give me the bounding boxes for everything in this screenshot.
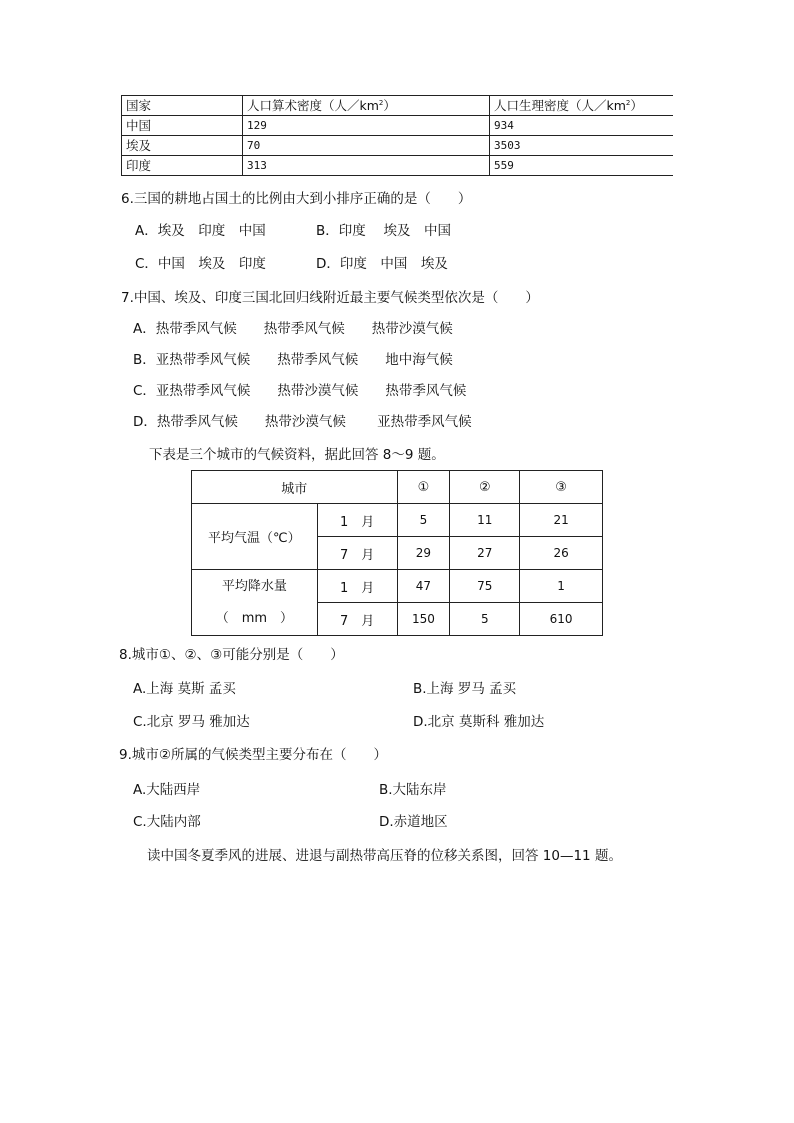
table-cell: 75 bbox=[450, 570, 520, 603]
table-cell: 29 bbox=[397, 537, 450, 570]
row-label-temperature: 平均气温（℃） bbox=[192, 504, 318, 570]
table-cell: 21 bbox=[520, 504, 603, 537]
table-header-row bbox=[122, 96, 674, 116]
table-cell: 1 bbox=[520, 570, 603, 603]
header-city: 城市 bbox=[192, 471, 398, 504]
table-row bbox=[122, 156, 674, 176]
q8-option-a: A.上海 莫斯 孟买 bbox=[133, 681, 236, 697]
table-cell: 11 bbox=[450, 504, 520, 537]
table-cell: 610 bbox=[520, 603, 603, 636]
cell-physiological: 559 bbox=[490, 156, 674, 176]
q7-option-c: C．亚热带季风气候 热带沙漠气候 热带季风气候 bbox=[133, 383, 467, 399]
header-country: 国家 bbox=[122, 96, 243, 116]
table-cell: 5 bbox=[397, 504, 450, 537]
question-8: 8.城市①、②、③可能分别是（ ） bbox=[119, 647, 344, 663]
table-cell: 27 bbox=[450, 537, 520, 570]
header-city-3: ③ bbox=[520, 471, 603, 504]
cell-country: 印度 bbox=[122, 156, 243, 176]
cell-arithmetic: 129 bbox=[243, 116, 490, 136]
intro-questions-10-11: 读中国冬夏季风的进展、进退与副热带高压脊的位移关系图，回答 10—11 题。 bbox=[147, 848, 622, 864]
q7-option-b: B．亚热带季风气候 热带季风气候 地中海气候 bbox=[133, 352, 453, 368]
table-header-row bbox=[192, 471, 603, 504]
precip-unit: （ mm ） bbox=[215, 610, 294, 626]
header-arithmetic-density: 人口算术密度（人$/km^2$） bbox=[243, 96, 490, 116]
month-label: 7 月 bbox=[317, 537, 397, 570]
q7-option-a: A．热带季风气候 热带季风气候 热带沙漠气候 bbox=[133, 321, 453, 337]
header-city-1: ① bbox=[397, 471, 450, 504]
cell-physiological: 3503 bbox=[490, 136, 674, 156]
climate-data-table bbox=[191, 470, 603, 636]
question-9: 9.城市②所属的气候类型主要分布在（ ） bbox=[119, 747, 387, 763]
q8-option-c: C.北京 罗马 雅加达 bbox=[133, 714, 250, 730]
table-row bbox=[192, 504, 603, 537]
table-row bbox=[192, 570, 603, 603]
q7-option-d: D．热带季风气候 热带沙漠气候 亚热带季风气候 bbox=[133, 414, 472, 430]
header-city-2: ② bbox=[450, 471, 520, 504]
header-physiological-density: 人口生理密度（人$/km^2$） bbox=[490, 96, 674, 116]
q9-option-b: B.大陆东岸 bbox=[379, 782, 447, 798]
table-cell: 5 bbox=[450, 603, 520, 636]
row-label-precipitation bbox=[192, 570, 318, 636]
cell-physiological: 934 bbox=[490, 116, 674, 136]
q8-option-d: D.北京 莫斯科 雅加达 bbox=[413, 714, 545, 730]
q6-option-c: C．中国 埃及 印度 bbox=[135, 256, 266, 272]
population-density-table bbox=[121, 95, 673, 176]
q8-option-b: B.上海 罗马 孟买 bbox=[413, 681, 517, 697]
month-label: 1 月 bbox=[317, 504, 397, 537]
precip-label: 平均降水量 bbox=[221, 578, 287, 594]
q9-option-a: A.大陆西岸 bbox=[133, 782, 201, 798]
cell-country: 埃及 bbox=[122, 136, 243, 156]
q6-option-d: D．印度 中国 埃及 bbox=[316, 256, 448, 272]
q6-option-b: B．印度 埃及 中国 bbox=[316, 223, 452, 239]
q9-option-c: C.大陆内部 bbox=[133, 814, 201, 830]
table-cell: 26 bbox=[520, 537, 603, 570]
cell-arithmetic: 70 bbox=[243, 136, 490, 156]
table-row bbox=[122, 116, 674, 136]
table-cell: 150 bbox=[397, 603, 450, 636]
intro-questions-8-9: 下表是三个城市的气候资料，据此回答 8～9 题。 bbox=[149, 447, 445, 463]
cell-country: 中国 bbox=[122, 116, 243, 136]
table-cell: 47 bbox=[397, 570, 450, 603]
cell-arithmetic: 313 bbox=[243, 156, 490, 176]
q9-option-d: D.赤道地区 bbox=[379, 814, 448, 830]
month-label: 1 月 bbox=[317, 570, 397, 603]
q6-option-a: A．埃及 印度 中国 bbox=[135, 223, 266, 239]
table-row bbox=[122, 136, 674, 156]
question-6: 6.三国的耕地占国土的比例由大到小排序正确的是（ ） bbox=[121, 191, 472, 207]
month-label: 7 月 bbox=[317, 603, 397, 636]
question-7: 7.中国、埃及、印度三国北回归线附近最主要气候类型依次是（ ） bbox=[121, 290, 539, 306]
